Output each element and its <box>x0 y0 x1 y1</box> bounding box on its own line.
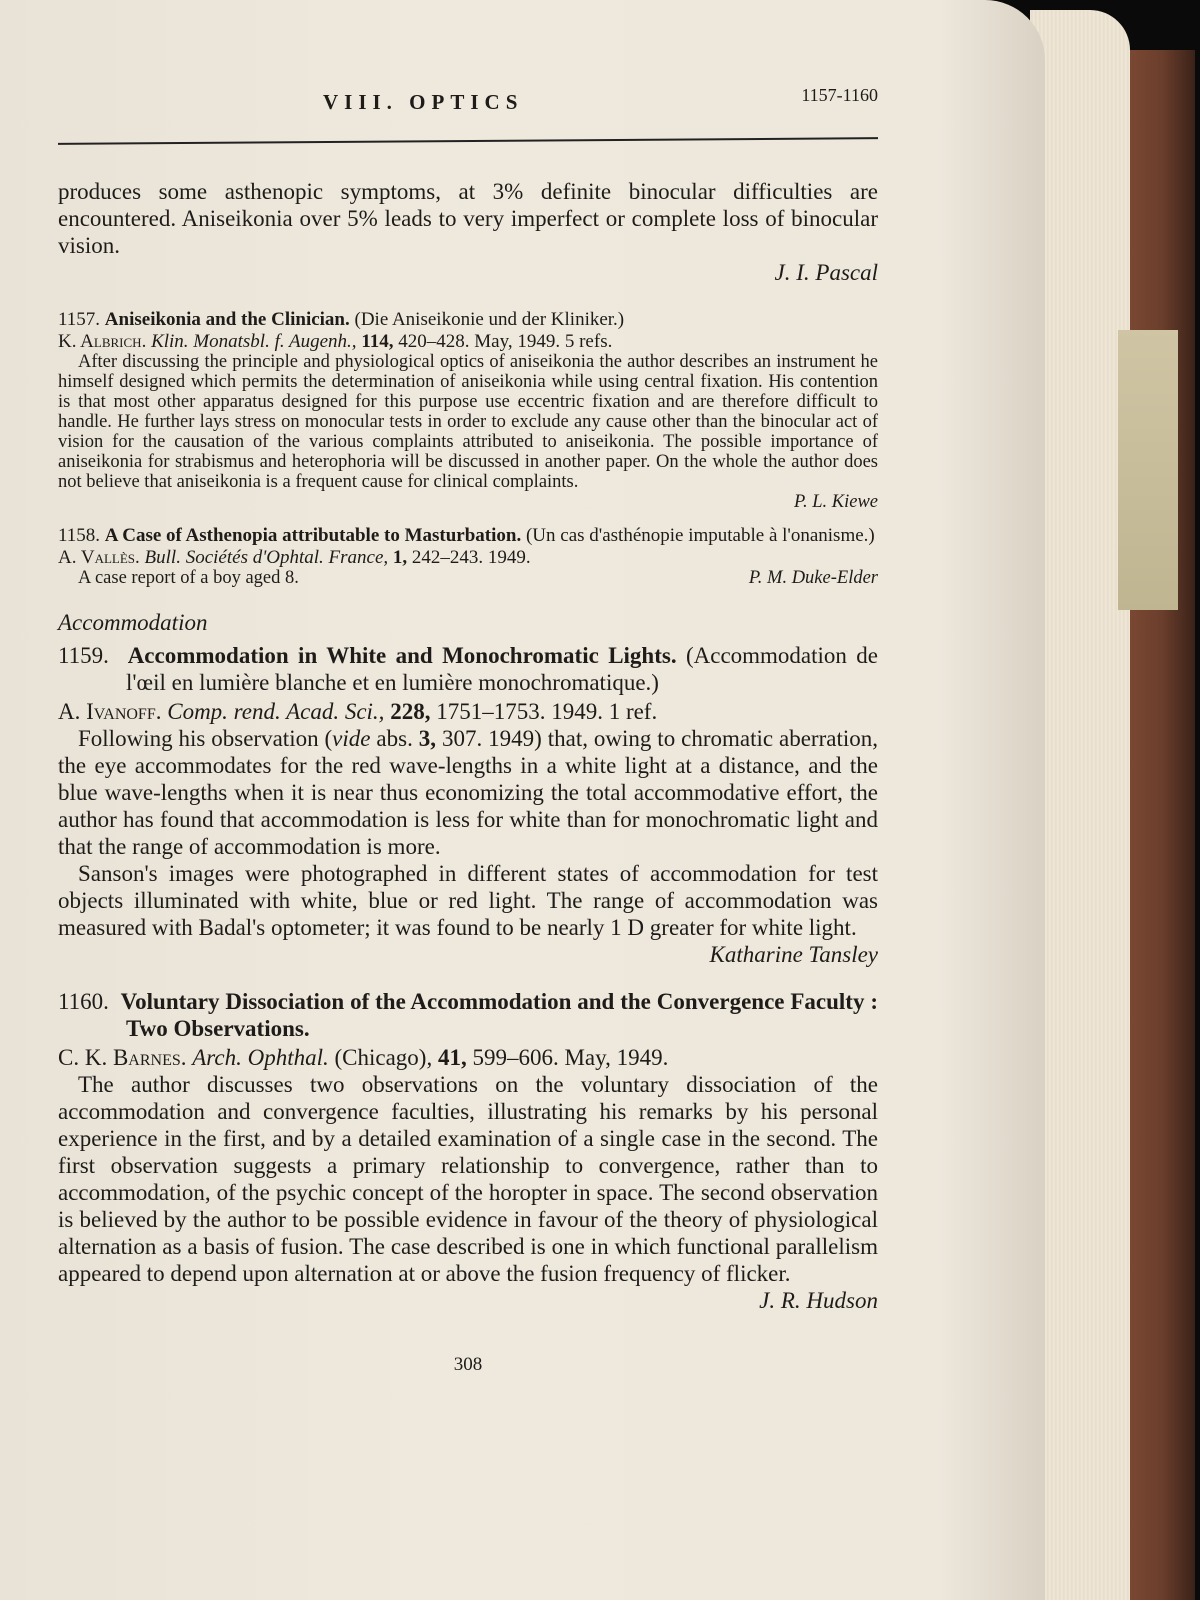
header-rule <box>58 137 878 145</box>
entry-subtitle: (Die Aniseikonie und der Kliniker.) <box>354 309 625 330</box>
entry-citation <box>58 1044 878 1071</box>
entry-author: K. Albrich. <box>58 331 147 352</box>
entry-paragraph-2: Sanson's images were photographed in different states of accommodation for test objects illuminated with white, blue or red light. The range of accommodation was measured with Badal's optometer; it was found to be nearly 1 D greater for white light. <box>58 861 878 940</box>
entry-abstract: The author discusses two observations on the voluntary dissociation of the accommodation and convergence faculties, illustrating his remarks by his personal experience in the first, and by a detailed examination of a single case in the second. The first observation suggests a primary relationship to convergence, rather than to accommodation, of the psychic concept of the horopter in space. The second observation is believed by the author to be possible evidence in favour of the theory of physiological alternation as a basis of fusion. The case described is one in which functional parallelism appeared to depend upon alternation at or above the fusion frequency of flicker. <box>58 1072 878 1286</box>
entry-number: 1157. <box>58 309 101 330</box>
entry-number: 1160. <box>58 989 109 1014</box>
entry-author: C. K. Barnes. <box>58 1045 187 1070</box>
entry-abstract: After discussing the principle and physiological optics of aniseikonia the author describes an instrument he himself designed which permits the determination of aniseikonia while using central fixation. His contention is that most other apparatus designed for this purpose use eccentric fixation and are therefore difficult to handle. He further lays stress on monocular tests in order to exclude any cause other than the binocular act of vision for the causation of the various complaints attributed to aniseikonia. The possible importance of aniseikonia for strabismus and heterophoria will be discussed in another paper. On the whole the author does not believe that aniseikonia is a frequent cause for clinical complaints. <box>58 352 878 492</box>
entry-1159 <box>58 642 878 968</box>
entry-signature: J. R. Hudson <box>759 1288 878 1313</box>
section-title: VIII. OPTICS <box>323 90 524 114</box>
entry-number: 1159. <box>58 643 109 668</box>
entry-title: Accommodation in White and Monochromatic Lights. <box>127 643 677 668</box>
page-edges <box>1030 10 1130 1600</box>
para1-b: abs. <box>370 726 419 751</box>
entry-journal: Klin. Monatsbl. f. Augenh., <box>151 331 357 352</box>
entry-signature: Katharine Tansley <box>709 942 878 967</box>
entry-citation-rest: 599–606. May, 1949. <box>472 1045 669 1070</box>
continuation-paragraph <box>58 178 878 286</box>
entry-journal: Bull. Sociétés d'Ophtal. France, <box>144 547 389 568</box>
entry-journal: Arch. Ophthal. <box>192 1045 329 1070</box>
para1-a: Following his observation ( <box>78 726 333 751</box>
entry-citation-rest: 242–243. 1949. <box>411 547 531 568</box>
entry-paragraph-1 <box>58 725 878 860</box>
entry-journal-place: (Chicago), <box>334 1045 433 1070</box>
entry-title: A Case of Asthenopia attributable to Masturbation. <box>104 525 522 546</box>
page-number: 308 <box>453 1354 483 1375</box>
entry-journal: Comp. rend. Acad. Sci., <box>167 699 385 724</box>
entry-volume: 41, <box>437 1045 467 1070</box>
entry-volume: 228, <box>390 699 431 724</box>
running-header <box>58 80 878 144</box>
entry-heading <box>58 526 878 546</box>
entry-signature: P. L. Kiewe <box>794 492 878 512</box>
entry-heading <box>58 988 878 1042</box>
entry-citation-rest: 420–428. May, 1949. 5 refs. <box>398 331 613 352</box>
page-content <box>58 80 878 1376</box>
entry-citation <box>58 548 878 568</box>
para1-c: 307. 1949) that, owing to chromatic aberration, the eye accommodates for the red wave-lengths in a white light at a distance, and the blue wave-lengths when it is near thus economizing the total accommodative effort, the author has found that accommodation is less for white than for monochromatic light and that the range of accommodation is more. <box>58 726 878 859</box>
entry-1160 <box>58 988 878 1314</box>
continuation-text: produces some asthenopic symptoms, at 3% definite binocular difficulties are encountered. Aniseikonia over 5% leads to very imperfect or complete loss of binocular vision. <box>58 179 878 258</box>
entry-1157 <box>58 310 878 512</box>
entry-author: A. Vallès. <box>58 547 140 568</box>
para1-bold: 3, <box>418 726 437 751</box>
entry-title: Voluntary Dissociation of the Accommodation and the Convergence Faculty : Two Observations. <box>120 989 879 1041</box>
entry-citation-rest: 1751–1753. 1949. 1 ref. <box>436 699 658 724</box>
entry-subtitle: (Un cas d'asthénopie imputable à l'onanisme.) <box>525 525 875 546</box>
entry-volume: 1, <box>392 547 408 568</box>
entry-author: A. Ivanoff. <box>58 699 162 724</box>
entry-number: 1158. <box>58 525 101 546</box>
section-heading: Accommodation <box>58 610 208 635</box>
para1-vide: vide <box>332 726 371 751</box>
entry-subtitle: (Accommodation de l'œil en lumière blanche et en lumière monochromatique.) <box>126 643 879 695</box>
entry-heading <box>58 642 878 696</box>
entry-range: 1157-1160 <box>801 85 878 105</box>
entry-volume: 114, <box>361 331 394 352</box>
entry-citation <box>58 698 878 725</box>
index-tab <box>1118 330 1178 610</box>
entry-citation <box>58 332 878 352</box>
entry-signature: P. M. Duke-Elder <box>748 568 878 588</box>
entry-title: Aniseikonia and the Clinician. <box>104 309 350 330</box>
entry-heading <box>58 310 878 330</box>
entry-abstract: A case report of a boy aged 8. <box>78 568 299 588</box>
entry-abstract-row <box>58 568 878 588</box>
continuation-signature: J. I. Pascal <box>774 260 878 285</box>
entry-1158 <box>58 526 878 588</box>
